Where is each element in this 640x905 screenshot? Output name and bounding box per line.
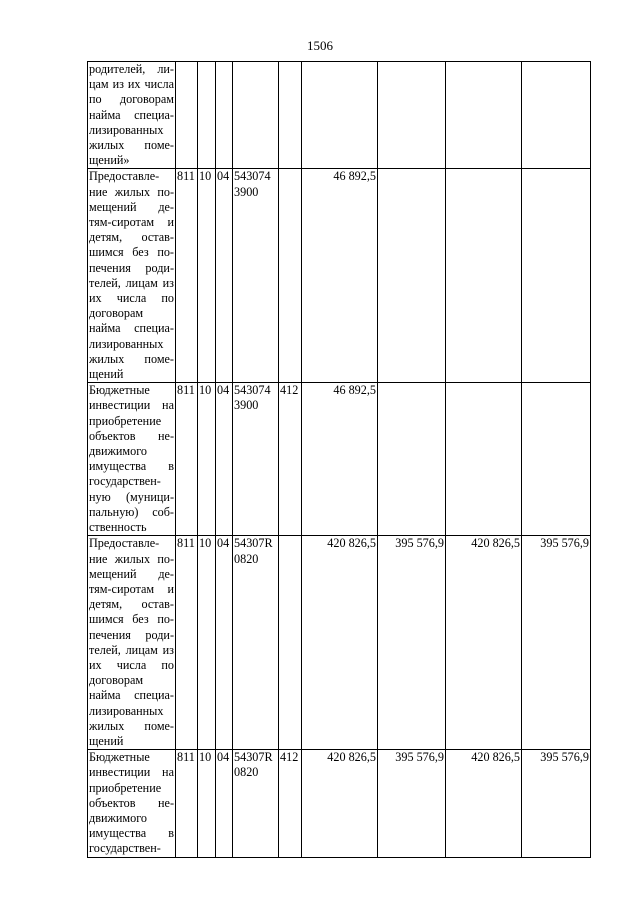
row-name-line: щений [89, 367, 124, 382]
row-name-line: приобретение [89, 413, 162, 428]
row-name-line: печения роди- [89, 627, 174, 642]
row-name-line: имущества в [89, 826, 174, 841]
csr-cell [233, 750, 279, 857]
amount-cell-1: 420 826,5 [302, 536, 378, 750]
amount-cell-1 [302, 62, 378, 169]
row-name-line: жилых поме- [89, 351, 174, 366]
row-name-line: Бюджетные [89, 750, 150, 765]
amount-cell-3: 420 826,5 [446, 750, 522, 857]
row-name-cell [88, 750, 176, 857]
csr-line: 0820 [234, 765, 259, 780]
table-row [88, 169, 591, 383]
vr-cell [279, 169, 302, 383]
row-name-line: лизированных [89, 122, 164, 137]
amount-cell-4 [522, 169, 591, 383]
rz-cell: 10 [198, 383, 216, 536]
csr-line: 543074 [234, 383, 271, 398]
amount-cell-2 [378, 383, 446, 536]
csr-cell [233, 169, 279, 383]
pr-cell: 04 [216, 383, 233, 536]
csr-line: 54307R [234, 536, 273, 551]
row-name-line: тям-сиротам и [89, 581, 174, 596]
amount-cell-2: 395 576,9 [378, 536, 446, 750]
row-name-line: движимого [89, 444, 148, 459]
amount-cell-4 [522, 383, 591, 536]
row-name-line: лизированных [89, 703, 164, 718]
row-name-line: имущества в [89, 459, 174, 474]
row-name-line: лизированных [89, 336, 164, 351]
amount-cell-2: 395 576,9 [378, 750, 446, 857]
row-name-line: объектов не- [89, 428, 174, 443]
rz-cell [198, 62, 216, 169]
amount-cell-3 [446, 169, 522, 383]
row-name-line: их числа по [89, 657, 174, 672]
row-name-line: ную (муници- [89, 489, 174, 504]
budget-table [87, 61, 591, 858]
row-name-line: Предоставле- [89, 536, 160, 551]
row-name-line: родителей, ли- [89, 62, 174, 76]
csr-cell [233, 62, 279, 169]
row-name-line: инвестиции на [89, 398, 174, 413]
grbs-cell: 811 [176, 169, 198, 383]
row-name-line: шимся без по- [89, 612, 174, 627]
row-name-line: договорам [89, 306, 144, 321]
grbs-cell: 811 [176, 383, 198, 536]
amount-cell-3 [446, 62, 522, 169]
table-row [88, 383, 591, 536]
pr-cell: 04 [216, 536, 233, 750]
amount-cell-3 [446, 383, 522, 536]
rz-cell: 10 [198, 536, 216, 750]
row-name-line: Предоставле- [89, 169, 160, 184]
row-name-cell [88, 169, 176, 383]
row-name-line: движимого [89, 810, 148, 825]
grbs-cell [176, 62, 198, 169]
rz-cell: 10 [198, 750, 216, 857]
grbs-cell: 811 [176, 750, 198, 857]
row-name-line: печения роди- [89, 260, 174, 275]
vr-cell [279, 62, 302, 169]
row-name-line: объектов не- [89, 795, 174, 810]
csr-line: 3900 [234, 184, 259, 199]
row-name-line: телей, лицам из [89, 275, 174, 290]
row-name-line: ние жилых по- [89, 551, 174, 566]
amount-cell-4 [522, 62, 591, 169]
table-row [88, 536, 591, 750]
row-name-line: шимся без по- [89, 245, 174, 260]
vr-cell [279, 536, 302, 750]
row-name-line: государствен- [89, 474, 161, 489]
amount-cell-1: 46 892,5 [302, 169, 378, 383]
csr-line: 543074 [234, 169, 271, 184]
row-name-cell [88, 383, 176, 536]
pr-cell: 04 [216, 169, 233, 383]
amount-cell-2 [378, 62, 446, 169]
row-name-line: щений» [89, 153, 130, 168]
row-name-line: щений [89, 733, 124, 748]
row-name-line: ние жилых по- [89, 184, 174, 199]
row-name-line: приобретение [89, 780, 162, 795]
vr-cell: 412 [279, 383, 302, 536]
amount-cell-1: 46 892,5 [302, 383, 378, 536]
csr-cell [233, 536, 279, 750]
row-name-line: их числа по [89, 291, 174, 306]
csr-line: 0820 [234, 551, 259, 566]
row-name-line: по договорам [89, 92, 174, 107]
pr-cell [216, 62, 233, 169]
amount-cell-4: 395 576,9 [522, 536, 591, 750]
row-name-line: мещений де- [89, 566, 174, 581]
row-name-line: телей, лицам из [89, 642, 174, 657]
row-name-line: тям-сиротам и [89, 215, 174, 230]
page-number: 1506 [307, 38, 333, 53]
row-name-line: жилых поме- [89, 138, 174, 153]
row-name-line: договорам [89, 673, 144, 688]
pr-cell: 04 [216, 750, 233, 857]
row-name-line: найма специа- [89, 107, 174, 122]
row-name-line: найма специа- [89, 321, 174, 336]
amount-cell-3: 420 826,5 [446, 536, 522, 750]
rz-cell: 10 [198, 169, 216, 383]
table-row [88, 750, 591, 857]
row-name-line: пальную) соб- [89, 504, 174, 519]
row-name-cell [88, 62, 176, 169]
row-name-line: жилых поме- [89, 718, 174, 733]
row-name-line: цам из их числа [89, 77, 174, 92]
row-name-line: мещений де- [89, 199, 174, 214]
amount-cell-4: 395 576,9 [522, 750, 591, 857]
amount-cell-2 [378, 169, 446, 383]
row-name-line: детям, остав- [89, 230, 174, 245]
grbs-cell: 811 [176, 536, 198, 750]
row-name-line: ственность [89, 520, 147, 535]
csr-cell [233, 383, 279, 536]
row-name-line: инвестиции на [89, 765, 174, 780]
amount-cell-1: 420 826,5 [302, 750, 378, 857]
vr-cell: 412 [279, 750, 302, 857]
csr-line: 3900 [234, 398, 259, 413]
csr-line: 54307R [234, 750, 273, 765]
row-name-line: детям, остав- [89, 597, 174, 612]
row-name-cell [88, 536, 176, 750]
row-name-line: Бюджетные [89, 383, 150, 398]
row-name-line: государствен- [89, 841, 161, 856]
table-row [88, 62, 591, 169]
row-name-line: найма специа- [89, 688, 174, 703]
